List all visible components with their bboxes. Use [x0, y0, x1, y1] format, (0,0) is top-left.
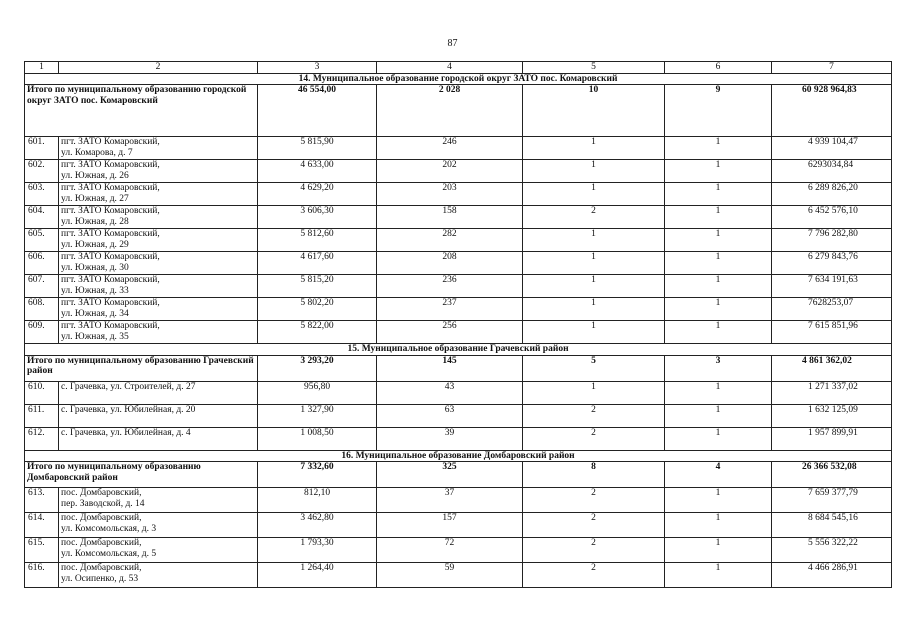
address-cell	[59, 298, 258, 321]
value-c6: 1	[665, 183, 772, 206]
value-c4: 208	[377, 252, 523, 275]
housing-table	[24, 61, 892, 588]
value-c7: 6 452 576,10	[772, 206, 892, 229]
value-c7: 5 556 322,22	[772, 538, 892, 563]
address-cell	[59, 381, 258, 404]
value-c6: 1	[665, 513, 772, 538]
table-row	[25, 137, 892, 160]
section-title: 15. Муниципальное образование Грачевский район	[25, 344, 892, 356]
value-c5: 2	[523, 513, 665, 538]
address-line-1: пгт. ЗАТО Комаровский,	[61, 229, 160, 240]
value-c5: 1	[523, 381, 665, 404]
table-row	[25, 206, 892, 229]
value-c6: 1	[665, 321, 772, 344]
value-c7: 6 279 843,76	[772, 252, 892, 275]
total-c6: 9	[665, 85, 772, 137]
total-c5: 8	[523, 462, 665, 488]
value-c3: 4 617,60	[258, 252, 377, 275]
value-c5: 2	[523, 488, 665, 513]
value-c3: 4 629,20	[258, 183, 377, 206]
address-line-1: с. Грачевка, ул. Строителей, д. 27	[61, 381, 196, 392]
value-c5: 1	[523, 321, 665, 344]
total-c4: 325	[377, 462, 523, 488]
address-line-2: ул. Южная, д. 34	[61, 308, 129, 319]
column-header: 1	[25, 62, 59, 74]
total-label: Итого по муниципальному образованию Домбаровский район	[25, 462, 258, 488]
value-c6: 1	[665, 538, 772, 563]
value-c4: 282	[377, 229, 523, 252]
address-cell	[59, 513, 258, 538]
value-c3: 5 815,90	[258, 137, 377, 160]
value-c4: 237	[377, 298, 523, 321]
address-line-1: пос. Домбаровский,	[61, 513, 142, 524]
value-c5: 1	[523, 160, 665, 183]
total-c3: 3 293,20	[258, 355, 377, 381]
value-c6: 1	[665, 252, 772, 275]
value-c3: 3 606,30	[258, 206, 377, 229]
value-c7: 4 939 104,47	[772, 137, 892, 160]
address-cell	[59, 252, 258, 275]
address-cell	[59, 488, 258, 513]
row-number: 603.	[25, 183, 59, 206]
address-line-1: пос. Домбаровский,	[61, 538, 142, 549]
row-number: 605.	[25, 229, 59, 252]
table-row	[25, 298, 892, 321]
address-line-2: ул. Южная, д. 27	[61, 193, 129, 204]
value-c5: 1	[523, 137, 665, 160]
value-c7: 1 271 337,02	[772, 381, 892, 404]
row-number: 613.	[25, 488, 59, 513]
value-c3: 956,80	[258, 381, 377, 404]
address-line-2: пер. Заводской, д. 14	[61, 498, 145, 509]
address-cell	[59, 160, 258, 183]
address-cell	[59, 538, 258, 563]
row-number: 606.	[25, 252, 59, 275]
value-c3: 812,10	[258, 488, 377, 513]
table-row	[25, 275, 892, 298]
total-c4: 145	[377, 355, 523, 381]
row-number: 614.	[25, 513, 59, 538]
row-number: 604.	[25, 206, 59, 229]
value-c6: 1	[665, 206, 772, 229]
address-line-2: ул. Южная, д. 35	[61, 331, 129, 342]
value-c7: 7 659 377,79	[772, 488, 892, 513]
row-number: 602.	[25, 160, 59, 183]
value-c5: 2	[523, 563, 665, 588]
row-number: 611.	[25, 404, 59, 427]
row-number: 609.	[25, 321, 59, 344]
value-c4: 37	[377, 488, 523, 513]
address-line-1: пос. Домбаровский,	[61, 563, 142, 574]
address-line-2: ул. Комарова, д. 7	[61, 147, 133, 158]
value-c5: 1	[523, 229, 665, 252]
address-line-1: с. Грачевка, ул. Юбилейная, д. 4	[61, 427, 191, 438]
address-line-1: пгт. ЗАТО Комаровский,	[61, 321, 160, 332]
column-header: 5	[523, 62, 665, 74]
address-line-1: пгт. ЗАТО Комаровский,	[61, 298, 160, 309]
address-cell	[59, 275, 258, 298]
address-line-1: пос. Домбаровский,	[61, 488, 142, 499]
value-c5: 1	[523, 183, 665, 206]
value-c4: 39	[377, 427, 523, 450]
column-header: 6	[665, 62, 772, 74]
value-c7: 7 615 851,96	[772, 321, 892, 344]
address-cell	[59, 404, 258, 427]
address-line-2: ул. Южная, д. 33	[61, 285, 129, 296]
address-cell	[59, 563, 258, 588]
value-c4: 157	[377, 513, 523, 538]
column-number-row	[25, 62, 892, 74]
total-c6: 4	[665, 462, 772, 488]
value-c4: 202	[377, 160, 523, 183]
table-body	[25, 62, 892, 588]
address-line-1: пгт. ЗАТО Комаровский,	[61, 252, 160, 263]
column-header: 3	[258, 62, 377, 74]
value-c6: 1	[665, 563, 772, 588]
total-c3: 7 332,60	[258, 462, 377, 488]
total-c6: 3	[665, 355, 772, 381]
value-c5: 2	[523, 404, 665, 427]
total-label: Итого по муниципальному образованию городской округ ЗАТО пос. Комаровский	[25, 85, 258, 137]
total-row	[25, 355, 892, 381]
value-c6: 1	[665, 137, 772, 160]
address-line-1: пгт. ЗАТО Комаровский,	[61, 206, 160, 217]
value-c3: 1 264,40	[258, 563, 377, 588]
address-line-2: ул. Южная, д. 29	[61, 239, 129, 250]
total-c3: 46 554,00	[258, 85, 377, 137]
row-number: 612.	[25, 427, 59, 450]
row-number: 615.	[25, 538, 59, 563]
value-c7: 8 684 545,16	[772, 513, 892, 538]
section-header-row	[25, 450, 892, 462]
table-row	[25, 229, 892, 252]
value-c6: 1	[665, 488, 772, 513]
value-c4: 59	[377, 563, 523, 588]
total-c7: 4 861 362,02	[772, 355, 892, 381]
value-c3: 5 802,20	[258, 298, 377, 321]
column-header: 4	[377, 62, 523, 74]
table-row	[25, 404, 892, 427]
section-title: 16. Муниципальное образование Домбаровский район	[25, 450, 892, 462]
value-c3: 1 793,30	[258, 538, 377, 563]
address-cell	[59, 321, 258, 344]
value-c4: 158	[377, 206, 523, 229]
table-row	[25, 538, 892, 563]
row-number: 608.	[25, 298, 59, 321]
total-c7: 60 928 964,83	[772, 85, 892, 137]
value-c4: 236	[377, 275, 523, 298]
table-row	[25, 427, 892, 450]
value-c6: 1	[665, 381, 772, 404]
value-c7: 4 466 286,91	[772, 563, 892, 588]
address-cell	[59, 137, 258, 160]
table-row	[25, 252, 892, 275]
page-number: 87	[447, 38, 458, 49]
address-cell	[59, 229, 258, 252]
row-number: 601.	[25, 137, 59, 160]
value-c3: 3 462,80	[258, 513, 377, 538]
address-line-2: ул. Южная, д. 26	[61, 170, 129, 181]
address-cell	[59, 183, 258, 206]
address-line-1: пгт. ЗАТО Комаровский,	[61, 160, 160, 171]
table-row	[25, 321, 892, 344]
value-c3: 1 327,90	[258, 404, 377, 427]
table-row	[25, 513, 892, 538]
address-line-1: с. Грачевка, ул. Юбилейная, д. 20	[61, 404, 196, 415]
address-cell	[59, 206, 258, 229]
value-c5: 2	[523, 427, 665, 450]
address-line-1: пгт. ЗАТО Комаровский,	[61, 275, 160, 286]
value-c7: 7 634 191,63	[772, 275, 892, 298]
value-c4: 246	[377, 137, 523, 160]
value-c3: 4 633,00	[258, 160, 377, 183]
section-header-row	[25, 344, 892, 356]
section-title: 14. Муниципальное образование городской округ ЗАТО пос. Комаровский	[25, 73, 892, 85]
value-c5: 1	[523, 252, 665, 275]
value-c3: 5 815,20	[258, 275, 377, 298]
address-cell	[59, 427, 258, 450]
value-c6: 1	[665, 275, 772, 298]
value-c4: 256	[377, 321, 523, 344]
value-c6: 1	[665, 160, 772, 183]
row-number: 607.	[25, 275, 59, 298]
value-c7: 7628253,07	[772, 298, 892, 321]
total-row	[25, 85, 892, 137]
section-header-row	[25, 73, 892, 85]
column-header: 7	[772, 62, 892, 74]
total-c5: 10	[523, 85, 665, 137]
total-c5: 5	[523, 355, 665, 381]
address-line-2: ул. Южная, д. 30	[61, 262, 129, 273]
table-row	[25, 488, 892, 513]
address-line-1: пгт. ЗАТО Комаровский,	[61, 137, 160, 148]
address-line-1: пгт. ЗАТО Комаровский,	[61, 183, 160, 194]
value-c4: 203	[377, 183, 523, 206]
value-c3: 5 812,60	[258, 229, 377, 252]
address-line-2: ул. Осипенко, д. 53	[61, 573, 139, 584]
table-row	[25, 183, 892, 206]
total-row	[25, 462, 892, 488]
value-c4: 72	[377, 538, 523, 563]
column-header: 2	[59, 62, 258, 74]
value-c5: 1	[523, 298, 665, 321]
value-c3: 1 008,50	[258, 427, 377, 450]
value-c5: 2	[523, 206, 665, 229]
value-c7: 1 957 899,91	[772, 427, 892, 450]
total-c4: 2 028	[377, 85, 523, 137]
address-line-2: ул. Комсомольская, д. 3	[61, 523, 157, 534]
value-c7: 1 632 125,09	[772, 404, 892, 427]
address-line-2: ул. Южная, д. 28	[61, 216, 129, 227]
total-c7: 26 366 532,08	[772, 462, 892, 488]
table-row	[25, 381, 892, 404]
value-c6: 1	[665, 298, 772, 321]
value-c3: 5 822,00	[258, 321, 377, 344]
value-c5: 2	[523, 538, 665, 563]
value-c7: 6 289 826,20	[772, 183, 892, 206]
row-number: 610.	[25, 381, 59, 404]
value-c4: 43	[377, 381, 523, 404]
value-c7: 6293034,84	[772, 160, 892, 183]
address-line-2: ул. Комсомольская, д. 5	[61, 548, 157, 559]
value-c7: 7 796 282,80	[772, 229, 892, 252]
value-c6: 1	[665, 427, 772, 450]
value-c4: 63	[377, 404, 523, 427]
table-row	[25, 563, 892, 588]
total-label: Итого по муниципальному образованию Грачевский район	[25, 355, 258, 381]
value-c6: 1	[665, 229, 772, 252]
table-row	[25, 160, 892, 183]
value-c6: 1	[665, 404, 772, 427]
row-number: 616.	[25, 563, 59, 588]
value-c5: 1	[523, 275, 665, 298]
